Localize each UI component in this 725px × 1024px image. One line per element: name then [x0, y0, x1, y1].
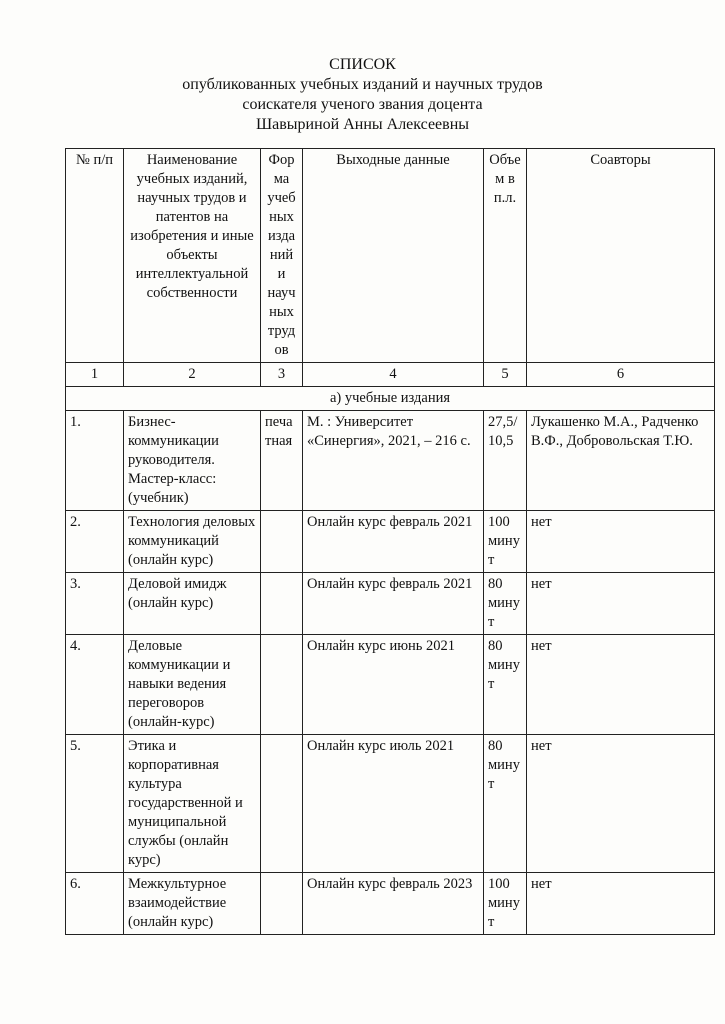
row-form	[261, 873, 303, 935]
col-number: 4	[303, 363, 484, 387]
row-coauthors: нет	[527, 735, 715, 873]
row-coauthors: нет	[527, 573, 715, 635]
row-name: Деловые коммуникации и навыки ведения переговоров (онлайн-курс)	[124, 635, 261, 735]
publications-table	[65, 148, 715, 935]
row-form: печатная	[261, 411, 303, 511]
row-coauthors: нет	[527, 635, 715, 735]
row-num: 6.	[66, 873, 124, 935]
row-name: Деловой имидж (онлайн курс)	[124, 573, 261, 635]
section-title: а) учебные издания	[66, 387, 715, 411]
row-form	[261, 635, 303, 735]
row-volume: 80 минут	[484, 635, 527, 735]
row-volume: 80 минут	[484, 573, 527, 635]
table-row	[66, 873, 715, 935]
row-num: 5.	[66, 735, 124, 873]
col-number: 3	[261, 363, 303, 387]
section-row	[66, 387, 715, 411]
col-number: 5	[484, 363, 527, 387]
row-form	[261, 573, 303, 635]
table-header-row	[66, 149, 715, 363]
column-number-row	[66, 363, 715, 387]
document-title	[0, 55, 725, 135]
header-volume: Объем в п.л.	[484, 149, 527, 363]
row-name: Межкультурное взаимодействие (онлайн курс)	[124, 873, 261, 935]
row-coauthors: нет	[527, 511, 715, 573]
row-form	[261, 511, 303, 573]
header-form: Форма учебных изданий и научных трудов	[261, 149, 303, 363]
title-line-2: опубликованных учебных изданий и научных трудов	[182, 76, 543, 93]
header-name: Наименование учебных изданий, научных трудов и патентов на изобретения и иные объекты интеллектуальной собственности	[124, 149, 261, 363]
header-coauthors: Соавторы	[527, 149, 715, 363]
header-output: Выходные данные	[303, 149, 484, 363]
title-line-1: СПИСОК	[329, 56, 396, 73]
row-num: 4.	[66, 635, 124, 735]
row-volume: 80 минут	[484, 735, 527, 873]
row-coauthors: Лукашенко М.А., Радченко В.Ф., Добровольская Т.Ю.	[527, 411, 715, 511]
row-num: 2.	[66, 511, 124, 573]
row-name: Этика и корпоративная культура государственной и муниципальной службы (онлайн курс)	[124, 735, 261, 873]
row-form	[261, 735, 303, 873]
title-line-3: соискателя ученого звания доцента	[242, 96, 483, 113]
row-volume: 100 минут	[484, 511, 527, 573]
row-output: Онлайн курс февраль 2021	[303, 511, 484, 573]
table-row	[66, 573, 715, 635]
header-num: № п/п	[66, 149, 124, 363]
table-row	[66, 511, 715, 573]
row-output: Онлайн курс июнь 2021	[303, 635, 484, 735]
row-volume: 27,5/10,5	[484, 411, 527, 511]
col-number: 6	[527, 363, 715, 387]
row-output: Онлайн курс февраль 2023	[303, 873, 484, 935]
row-num: 3.	[66, 573, 124, 635]
title-line-4: Шавыриной Анны Алексеевны	[255, 116, 470, 133]
table-row	[66, 735, 715, 873]
row-output: Онлайн курс февраль 2021	[303, 573, 484, 635]
row-coauthors: нет	[527, 873, 715, 935]
col-number: 2	[124, 363, 261, 387]
row-output: М. : Университет «Синергия», 2021, – 216 с.	[303, 411, 484, 511]
table-row	[66, 635, 715, 735]
row-volume: 100 минут	[484, 873, 527, 935]
row-name: Технология деловых коммуникаций (онлайн курс)	[124, 511, 261, 573]
col-number: 1	[66, 363, 124, 387]
table-row	[66, 411, 715, 511]
row-output: Онлайн курс июль 2021	[303, 735, 484, 873]
row-num: 1.	[66, 411, 124, 511]
row-name: Бизнес-коммуникации руководителя. Мастер-класс: (учебник)	[124, 411, 261, 511]
